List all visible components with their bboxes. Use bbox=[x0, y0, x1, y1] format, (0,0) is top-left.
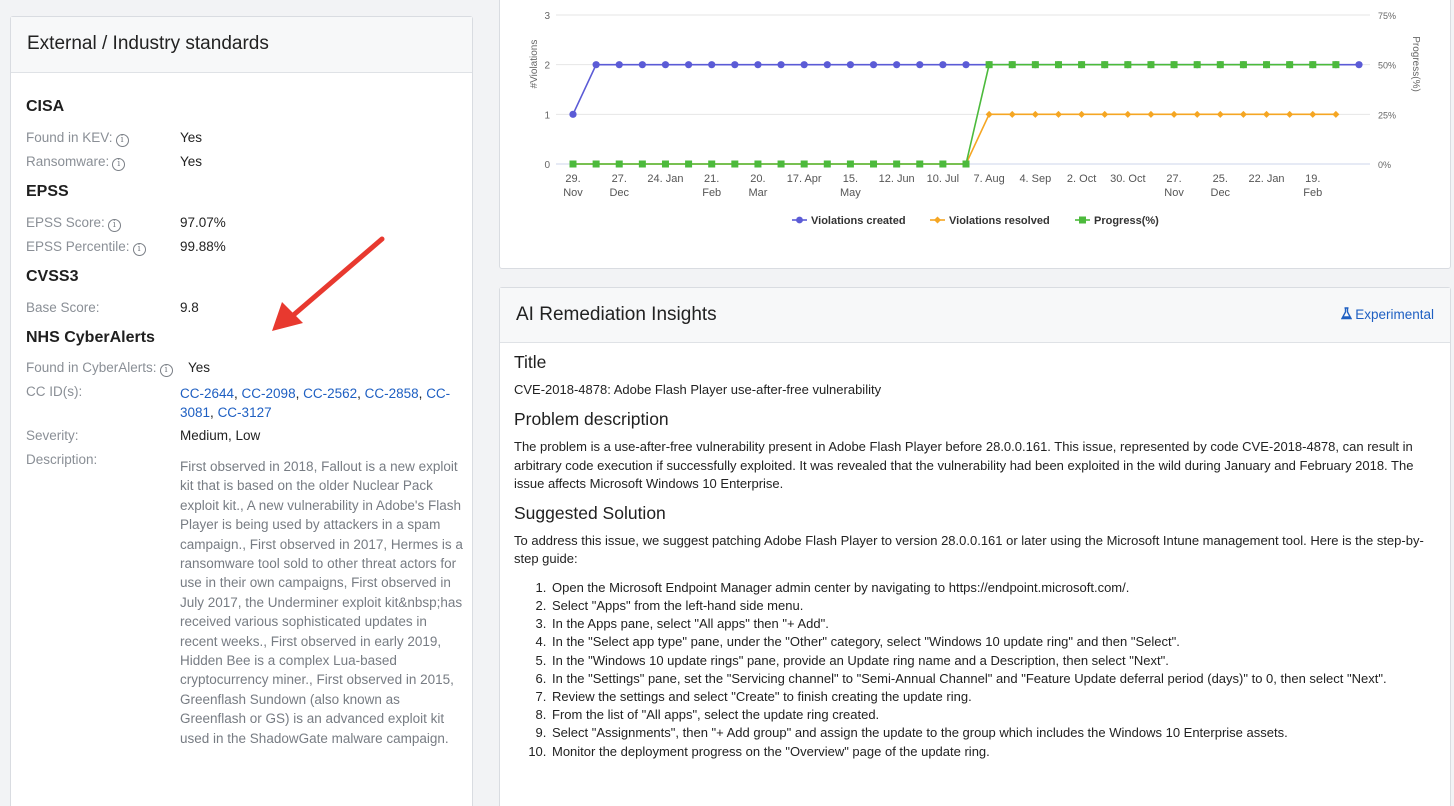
base-score-value: 9.8 bbox=[180, 300, 199, 315]
ai-remediation-body bbox=[514, 352, 1434, 761]
x-tick-label: 22. Jan bbox=[1248, 173, 1285, 185]
data-point bbox=[1194, 61, 1201, 68]
data-point bbox=[916, 61, 923, 68]
cyberalerts-label: Found in CyberAlerts: i bbox=[26, 360, 173, 377]
data-point bbox=[1171, 111, 1178, 118]
data-point bbox=[1194, 111, 1201, 118]
data-point bbox=[1032, 111, 1039, 118]
x-tick-label: 19. Feb bbox=[1303, 173, 1323, 199]
series-line bbox=[573, 65, 1359, 115]
ccid-link[interactable]: CC- bbox=[426, 386, 451, 401]
data-point bbox=[754, 61, 761, 68]
data-point bbox=[801, 61, 808, 68]
legend-label: Violations created bbox=[811, 215, 906, 227]
data-point bbox=[824, 61, 831, 68]
data-point bbox=[1009, 61, 1016, 68]
x-tick-label: 27. Nov bbox=[1164, 173, 1184, 199]
data-point bbox=[662, 61, 669, 68]
data-point bbox=[1147, 61, 1154, 68]
solution-step: 7. Review the settings and select "Create" to finish creating the update ring. bbox=[550, 688, 1434, 706]
data-point bbox=[962, 61, 969, 68]
epss-score-label: EPSS Score: i bbox=[26, 215, 121, 232]
info-icon[interactable]: i bbox=[108, 219, 121, 232]
y-tick-label: 2 bbox=[544, 60, 550, 72]
data-point bbox=[939, 161, 946, 168]
x-tick-label: 12. Jun bbox=[878, 173, 915, 185]
data-point bbox=[731, 161, 738, 168]
data-point bbox=[986, 111, 993, 118]
data-point bbox=[801, 161, 808, 168]
data-point bbox=[777, 61, 784, 68]
problem-text: The problem is a use-after-free vulnerability present in Adobe Flash Player before 28.0.0.161. This issue, represented by code CVE-2018-4878, can result in arbitrary code execution if successfully exploited. It was revealed that the vulnerability had been exploited in the wild during January and February 2018. The issue affects Microsoft Windows 10 Enterprise. bbox=[514, 439, 1414, 491]
description-label: Description: bbox=[26, 452, 98, 467]
data-point bbox=[1055, 61, 1062, 68]
nhs-title: NHS CyberAlerts bbox=[26, 329, 155, 346]
annotation-arrow-icon bbox=[260, 230, 400, 340]
kev-value: Yes bbox=[180, 130, 203, 145]
kev-label: Found in KEV: i bbox=[26, 130, 129, 147]
y2-tick-label: 75% bbox=[1378, 11, 1397, 21]
legend-label: Progress(%) bbox=[1094, 215, 1159, 227]
y2-tick-label: 0% bbox=[1378, 160, 1392, 170]
data-point bbox=[893, 61, 900, 68]
data-point bbox=[847, 61, 854, 68]
x-tick-label: 17. Apr bbox=[786, 173, 822, 185]
cisa-title: CISA bbox=[26, 98, 65, 115]
industry-standards-title: External / Industry standards bbox=[11, 17, 472, 73]
info-icon[interactable]: i bbox=[133, 243, 146, 256]
violations-chart bbox=[500, 0, 1452, 270]
data-point bbox=[570, 161, 577, 168]
data-point bbox=[685, 161, 692, 168]
data-point bbox=[1147, 111, 1154, 118]
data-point bbox=[639, 161, 646, 168]
data-point bbox=[1078, 111, 1085, 118]
y-tick-label: 0 bbox=[544, 160, 550, 171]
info-icon[interactable]: i bbox=[160, 364, 173, 377]
data-point bbox=[1217, 61, 1224, 68]
y-tick-label: 3 bbox=[544, 11, 550, 22]
x-tick-label: 4. Sep bbox=[1019, 173, 1052, 185]
data-point bbox=[1124, 61, 1131, 68]
x-tick-label: 24. Jan bbox=[647, 173, 684, 185]
data-point bbox=[1124, 111, 1131, 118]
x-tick-label: 25. Dec bbox=[1210, 173, 1231, 199]
data-point bbox=[708, 161, 715, 168]
x-tick-label: 29. Nov bbox=[563, 173, 583, 199]
ccid-link[interactable]: CC-2858 bbox=[364, 386, 419, 401]
y-axis-title: #Violations bbox=[529, 39, 540, 89]
data-point bbox=[963, 161, 970, 168]
data-point bbox=[685, 61, 692, 68]
data-point bbox=[778, 161, 785, 168]
data-point bbox=[1286, 111, 1293, 118]
y2-axis-title: Progress(%) bbox=[1410, 36, 1421, 92]
series-line bbox=[573, 114, 1336, 164]
data-point bbox=[1078, 61, 1085, 68]
ccid-list: CC-2644, CC-2098, CC-2562, CC-2858, CC- 3081, CC-3127 bbox=[180, 386, 451, 421]
data-point bbox=[847, 161, 854, 168]
data-point bbox=[939, 61, 946, 68]
epss-percentile-label: EPSS Percentile: i bbox=[26, 239, 146, 256]
data-point bbox=[893, 161, 900, 168]
ai-remediation-title: AI Remediation Insights bbox=[516, 304, 717, 325]
x-tick-label: 10. Jul bbox=[926, 173, 960, 185]
cvss-title: CVSS3 bbox=[26, 268, 79, 285]
violations-chart-card bbox=[499, 0, 1451, 269]
data-point bbox=[870, 61, 877, 68]
data-point bbox=[1032, 61, 1039, 68]
data-point bbox=[754, 161, 761, 168]
data-point bbox=[1332, 111, 1339, 118]
title-text: CVE-2018-4878: Adobe Flash Player use-after-free vulnerability bbox=[514, 382, 882, 397]
data-point bbox=[1332, 61, 1339, 68]
ai-remediation-card bbox=[499, 287, 1451, 806]
data-point bbox=[569, 111, 576, 118]
x-tick-label: 2. Oct bbox=[1066, 173, 1097, 185]
solution-steps bbox=[514, 579, 1434, 761]
y-tick-label: 1 bbox=[544, 110, 550, 122]
data-point bbox=[1009, 111, 1016, 118]
severity-label: Severity: bbox=[26, 428, 79, 443]
problem-heading: Problem description bbox=[514, 409, 669, 430]
data-point bbox=[1171, 61, 1178, 68]
data-point bbox=[1355, 61, 1362, 68]
solution-step: 8. From the list of "All apps", select the update ring created. bbox=[550, 706, 1434, 724]
data-point bbox=[1055, 111, 1062, 118]
title-heading: Title bbox=[514, 352, 547, 372]
epss-title: EPSS bbox=[26, 183, 69, 200]
x-tick-label: 27. Dec bbox=[609, 173, 630, 199]
data-point bbox=[593, 61, 600, 68]
y2-tick-label: 50% bbox=[1378, 60, 1397, 71]
data-point bbox=[824, 161, 831, 168]
epss-score-value: 97.07% bbox=[180, 215, 226, 230]
experimental-link[interactable]: Experimental bbox=[1341, 307, 1434, 322]
solution-step: 3. In the Apps pane, select "All apps" then "+ Add". bbox=[550, 615, 1434, 633]
ccid-link[interactable]: CC-3127 bbox=[217, 405, 272, 421]
ransomware-value: Yes bbox=[180, 154, 203, 169]
data-point bbox=[1240, 61, 1247, 68]
ccid-label: CC ID(s): bbox=[26, 384, 83, 399]
info-icon[interactable]: i bbox=[112, 158, 125, 171]
ccid-link[interactable]: CC-2098 bbox=[241, 386, 296, 401]
x-tick-label: 21. Feb bbox=[702, 173, 722, 199]
legend-marker bbox=[796, 217, 803, 224]
cyberalerts-value: Yes bbox=[188, 360, 211, 375]
legend-label: Violations resolved bbox=[949, 215, 1050, 227]
data-point bbox=[1101, 111, 1108, 118]
data-point bbox=[1263, 61, 1270, 68]
y2-tick-label: 25% bbox=[1378, 110, 1397, 121]
ai-remediation-header bbox=[500, 288, 1450, 343]
data-point bbox=[1309, 111, 1316, 118]
epss-percentile-value: 99.88% bbox=[180, 239, 226, 254]
data-point bbox=[916, 161, 923, 168]
x-tick-label: 15. May bbox=[840, 173, 861, 199]
industry-standards-card bbox=[10, 16, 473, 806]
solution-step: 2. Select "Apps" from the left-hand side menu. bbox=[550, 597, 1434, 615]
ccid-link[interactable]: 3081 bbox=[180, 405, 211, 421]
data-point bbox=[986, 61, 993, 68]
data-point bbox=[616, 161, 623, 168]
legend-marker bbox=[934, 217, 941, 224]
data-point bbox=[1263, 111, 1270, 118]
data-point bbox=[1217, 111, 1224, 118]
solution-heading: Suggested Solution bbox=[514, 503, 666, 524]
solution-step: 9. Select "Assignments", then "+ Add group" and assign the update to the group which includes the Windows 10 Enterprise assets. bbox=[550, 724, 1434, 742]
ransomware-label: Ransomware: i bbox=[26, 154, 125, 171]
x-tick-label: 7. Aug bbox=[973, 173, 1005, 185]
ccid-link[interactable]: CC-2644 bbox=[180, 386, 235, 401]
data-point bbox=[1101, 61, 1108, 68]
flask-icon bbox=[1341, 307, 1352, 320]
solution-step: 10. Monitor the deployment progress on the "Overview" page of the update ring. bbox=[550, 743, 1434, 761]
solution-intro: To address this issue, we suggest patching Adobe Flash Player to version 28.0.0.161 or later using the Microsoft Intune management tool. Here is the step-by-step guide: bbox=[514, 533, 1424, 567]
x-tick-label: 30. Oct bbox=[1110, 173, 1146, 185]
severity-value: Medium, Low bbox=[180, 428, 261, 443]
data-point bbox=[662, 161, 669, 168]
data-point bbox=[1309, 61, 1316, 68]
legend-marker bbox=[1079, 217, 1086, 224]
description-text: First observed in 2018, Fallout is a new exploit kit that is based on the older Nuclear Pack exploit kit., A new vulnerability in Adobe's Flash Player is being used by attackers in a spam campaign., First observed in 2017, Hermes is a ransomware tool sold to other threat actors for use in their own campaigns, First observed in July 2017, the Underminer exploit kit&nbsp;has received various sophisticated updates in recent weeks., First observed in early 2019, Hidden Bee is a complex Lua-based cryptocurrency miner., First observed in 2015, Greenflash Sundown (also known as Greenflash or GS) is an advanced exploit kit used in the ShadowGate malware campaign. bbox=[180, 459, 463, 746]
x-tick-label: 20. Mar bbox=[748, 173, 768, 199]
solution-step: 4. In the "Select app type" pane, under the "Other" category, select "Windows 10 update ring" and then "Select". bbox=[550, 633, 1434, 651]
solution-step: 6. In the "Settings" pane, set the "Servicing channel" to "Semi-Annual Channel" and "Feature Update deferral period (days)" to 0, then select "Next". bbox=[550, 670, 1434, 688]
solution-step: 1. Open the Microsoft Endpoint Manager admin center by navigating to https://endpoint.microsoft.com/. bbox=[550, 579, 1434, 597]
data-point bbox=[616, 61, 623, 68]
data-point bbox=[639, 61, 646, 68]
data-point bbox=[731, 61, 738, 68]
data-point bbox=[593, 161, 600, 168]
info-icon[interactable]: i bbox=[116, 134, 129, 147]
ccid-link[interactable]: CC-2562 bbox=[303, 386, 358, 401]
base-score-label: Base Score: bbox=[26, 300, 100, 315]
data-point bbox=[1240, 111, 1247, 118]
data-point bbox=[708, 61, 715, 68]
data-point bbox=[1286, 61, 1293, 68]
data-point bbox=[870, 161, 877, 168]
solution-step: 5. In the "Windows 10 update rings" pane, provide an Update ring name and a Description, then select "Next". bbox=[550, 652, 1434, 670]
